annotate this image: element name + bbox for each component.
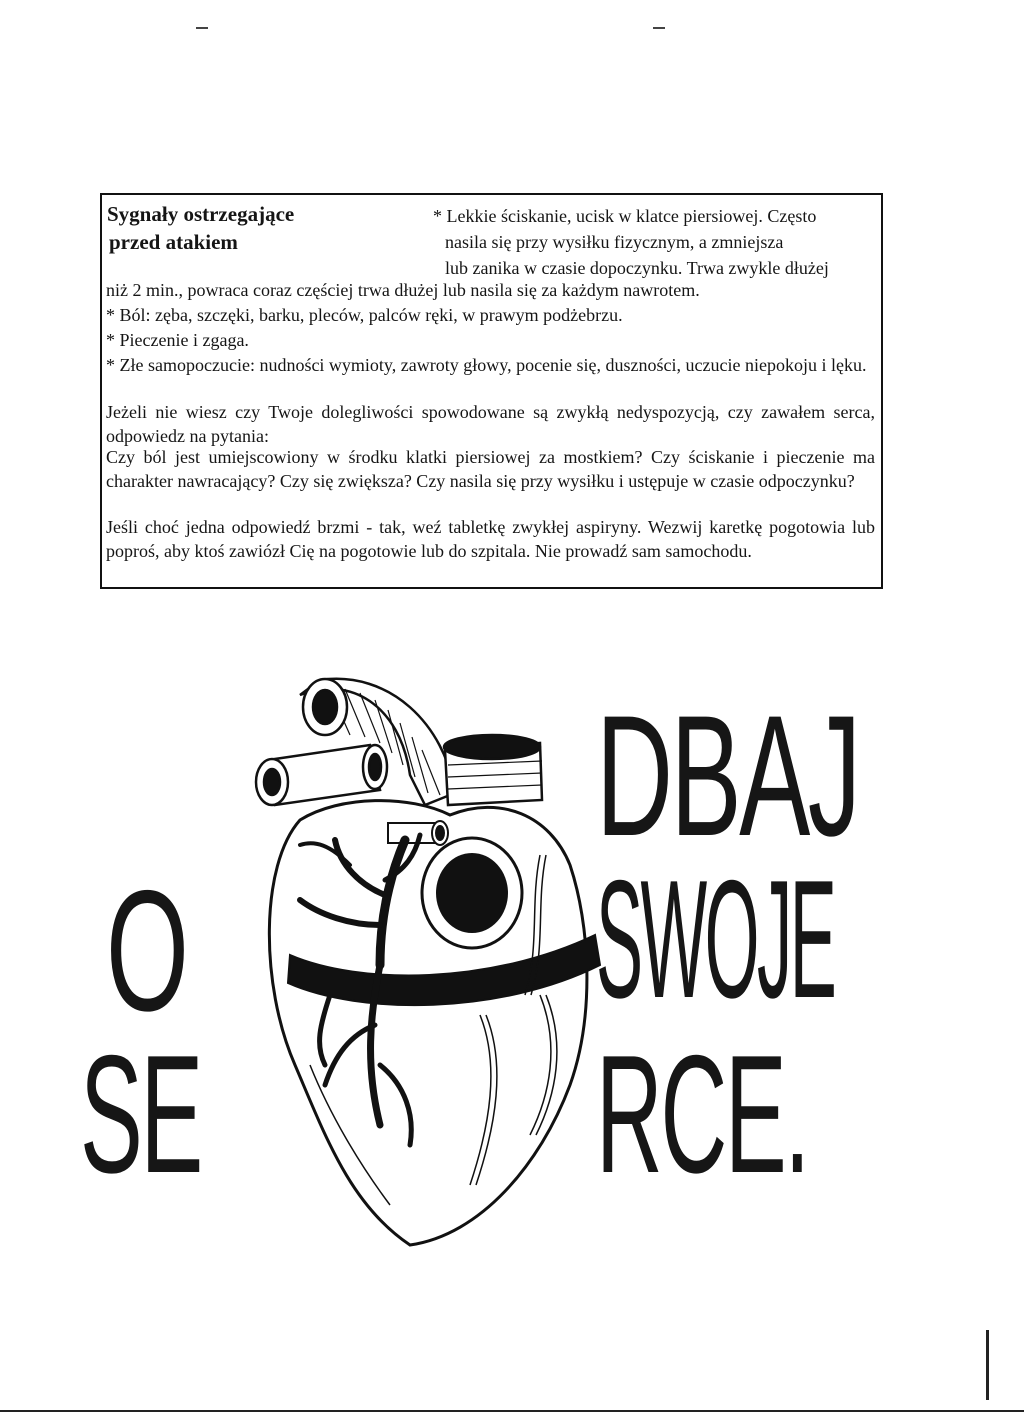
first-item-line: nasila się przy wysiłku fizycznym, a zmniejsza (445, 232, 784, 252)
box-heading-line: przed atakiem (109, 230, 238, 254)
first-item (433, 203, 829, 281)
word-rce: RCE. (596, 1020, 808, 1208)
questions-paragraph: Czy ból jest umiejscowiony w środku klatki piersiowej za mostkiem? Czy ściskanie i pieczenie ma charakter nawracający? Czy się zwiększa? Czy nasila się przy wysiłku i ustępuje w czasie odpoczynku? (106, 447, 875, 491)
scan-mark (653, 27, 665, 29)
warning-signs-box (100, 193, 883, 589)
word-swoje: SWOJE (596, 845, 835, 1033)
word-o: O (106, 855, 189, 1047)
warning-item: * Ból: zęba, szczęki, barku, pleców, palców ręki, w prawym podżebrzu. (106, 305, 623, 325)
scan-mark (196, 27, 208, 29)
box-heading (107, 200, 294, 256)
first-item-line: lub zanika w czasie dopoczynku. Trwa zwykle dłużej (445, 258, 829, 278)
box-heading-line: Sygnały ostrzegające (107, 202, 295, 226)
word-se: SE (80, 1020, 202, 1208)
opening-icon (436, 853, 508, 933)
intro-paragraph: Jeżeli nie wiesz czy Twoje dolegliwości spowodowane są zwykłą nedyspozycją, czy zawałem serca, odpowiedz na pytania: (106, 402, 875, 446)
heart-illustration (240, 665, 620, 1265)
first-item-continuation: niż 2 min., powraca coraz częściej trwa dłużej lub nasila się za każdym nawrotem. (106, 280, 700, 300)
scan-mark (986, 1330, 989, 1400)
vessel-icon (256, 745, 387, 805)
first-item-line: * Lekkie ściskanie, ucisk w klatce piersiowej. Często (433, 206, 817, 226)
word-dbaj: DBAJ (596, 680, 859, 872)
vessel-icon (444, 735, 542, 805)
scan-mark (0, 1410, 1024, 1412)
warning-item: * Pieczenie i zgaga. (106, 330, 249, 350)
warning-item: * Złe samopoczucie: nudności wymioty, zawroty głowy, pocenie się, duszności, uczucie niepokoju i lęku. (106, 355, 867, 375)
advice-paragraph: Jeśli choć jedna odpowiedź brzmi - tak, weź tabletkę zwykłej aspiryny. Wezwij karetkę pogotowia lub poproś, aby ktoś zawiózł Cię na pogotowie lub do szpitala. Nie prowadź sam samochodu. (106, 517, 875, 561)
